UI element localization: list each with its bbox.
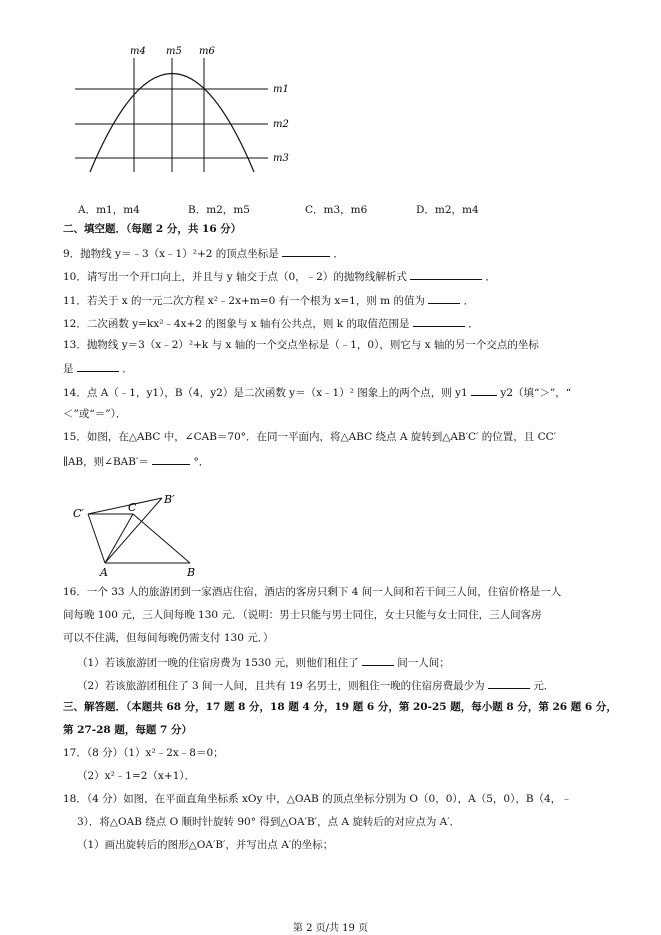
option-a: A．m1，m4 xyxy=(78,204,140,216)
q15-prefix: ∥AB，则∠BAB′＝ xyxy=(63,456,149,468)
q11-end: ． xyxy=(463,295,475,307)
q10-answer-blank xyxy=(410,268,482,280)
section-3-heading-line-2: 第 27-28 题，每题 7 分） xyxy=(63,724,193,736)
q16-sub1-prefix: （1）若该旅游团一晚的住宿房费为 1530 元，则他们租住了 xyxy=(77,657,359,669)
question-15-line-1: 15．如图，在△ABC 中，∠CAB＝70°．在同一平面内，将△ABC 绕点 A 旋转到△AB′C′ 的位置，且 CC′ xyxy=(63,431,557,443)
q13-answer-blank xyxy=(77,360,119,372)
q16-sub2-prefix: （2）若该旅游团租住了 3 间一人间，且共有 19 名男士，则租住一晚的住宿房费最少为 xyxy=(77,680,485,692)
question-18-sub-1: （1）画出旋转后的图形△OA′B′，并写出点 A′的坐标； xyxy=(77,839,334,851)
q13-prefix: 是 xyxy=(63,363,74,375)
label-a: A xyxy=(100,566,108,578)
option-c: C．m3，m6 xyxy=(305,204,368,216)
segment-cb xyxy=(133,514,190,563)
label-m3: m3 xyxy=(273,153,289,164)
segment-ac-prime xyxy=(88,514,105,563)
question-17-line-2: （2）x²﹣1=2（x+1）． xyxy=(77,770,196,782)
question-10 xyxy=(63,268,496,284)
q11-text: 11．若关于 x 的一元二次方程 x²﹣2x+m=0 有一个根为 x=1，则 m 的值为 xyxy=(63,295,425,307)
question-12 xyxy=(63,315,479,331)
q12-answer-blank xyxy=(413,315,465,327)
q13-end: ． xyxy=(122,363,133,375)
q10-end: ． xyxy=(485,271,497,283)
q16-sub1-suffix: 间一人间； xyxy=(397,657,450,669)
question-16-sub-1 xyxy=(77,654,450,670)
label-m6: m6 xyxy=(199,46,215,57)
label-m2: m2 xyxy=(273,119,289,130)
q12-text: 12．二次函数 y=kx²﹣4x+2 的图象与 x 轴有公共点，则 k 的取值范围是 xyxy=(63,318,410,330)
parabola-grid-figure xyxy=(68,40,298,175)
question-16-line-3: 可以不住满，但每间每晚仍需支付 130 元．） xyxy=(63,632,274,644)
question-18-line-1: 18．（4 分）如图，在平面直角坐标系 xOy 中，△OAB 的顶点坐标分别为 O（0，0），A（5，0），B（4，﹣ xyxy=(63,793,572,805)
q10-text: 10．请写出一个开口向上，并且与 y 轴交于点（0，﹣2）的抛物线解析式 xyxy=(63,271,407,283)
question-16-line-1: 16．一个 33 人的旅游团到一家酒店住宿，酒店的客房只剩下 4 间一人间和若干间三人间，住宿价格是一人 xyxy=(63,586,562,598)
q9-text: 9．抛物线 y＝﹣3（x﹣1）²+2 的顶点坐标是 xyxy=(63,248,279,260)
question-16-line-2: 间每晚 100 元，三人间每晚 130 元．（说明：男士只能与男士同住，女士只能与女士同住，三人间客房 xyxy=(63,609,542,621)
q14-answer-blank xyxy=(471,384,497,396)
question-14-line-1 xyxy=(63,384,571,400)
q16-sub2-answer-blank xyxy=(488,677,530,689)
section-2-heading: 二、填空题．（每题 2 分，共 16 分） xyxy=(63,223,242,235)
question-17-line-1: 17．（8 分）（1）x²﹣2x﹣8＝0； xyxy=(63,747,224,759)
label-c-prime: C′ xyxy=(73,507,84,520)
page-footer: 第 2 页/共 19 页 xyxy=(292,923,369,934)
q14-suffix: y2（填“＞”，“ xyxy=(500,387,572,399)
q15-answer-blank xyxy=(152,453,190,465)
question-13-line-1: 13．抛物线 y＝3（x﹣2）²+k 与 x 轴的一个交点坐标是（﹣1，0），则它与 x 轴的另一个交点的坐标 xyxy=(63,339,539,351)
q11-answer-blank xyxy=(428,292,460,304)
question-18-line-2: 3）．将△OAB 绕点 O 顺时针旋转 90° 得到△OA′B′，点 A 旋转后的对应点为 A′． xyxy=(77,816,461,828)
label-m4: m4 xyxy=(130,46,146,57)
label-m5: m5 xyxy=(166,46,182,57)
q14-prefix: 14．点 A（﹣1，y1），B（4，y2）是二次函数 y＝（x﹣1）² 图象上的两个点，则 y1 xyxy=(63,387,468,399)
segment-ac xyxy=(105,514,133,563)
question-13-line-2 xyxy=(63,360,133,376)
question-11 xyxy=(63,292,474,308)
question-15-line-2 xyxy=(63,453,209,469)
q9-answer-blank xyxy=(282,245,330,257)
q16-sub2-suffix: 元． xyxy=(533,680,555,692)
label-b: B xyxy=(187,566,196,578)
segment-c-prime-b-prime xyxy=(88,498,162,514)
question-14-line-2: ＜”或“＝”）． xyxy=(63,408,127,420)
label-m1: m1 xyxy=(273,84,289,95)
q16-sub1-answer-blank xyxy=(362,654,394,666)
q12-end: ． xyxy=(468,318,479,330)
question-9 xyxy=(63,245,344,261)
label-c: C xyxy=(128,501,137,514)
label-b-prime: B′ xyxy=(164,493,175,506)
q9-end: ． xyxy=(333,248,344,260)
option-b: B．m2，m5 xyxy=(188,204,250,216)
triangle-rotation-figure xyxy=(70,492,200,578)
question-16-sub-2 xyxy=(77,677,554,693)
section-3-heading-line-1: 三、解答题．（本题共 68 分，17 题 8 分，18 题 4 分，19 题 6 分，第 20-25 题，每小题 8 分，第 26 题 6 分， xyxy=(63,701,617,713)
option-d: D．m2，m4 xyxy=(416,204,479,216)
q15-end: °． xyxy=(193,456,210,468)
